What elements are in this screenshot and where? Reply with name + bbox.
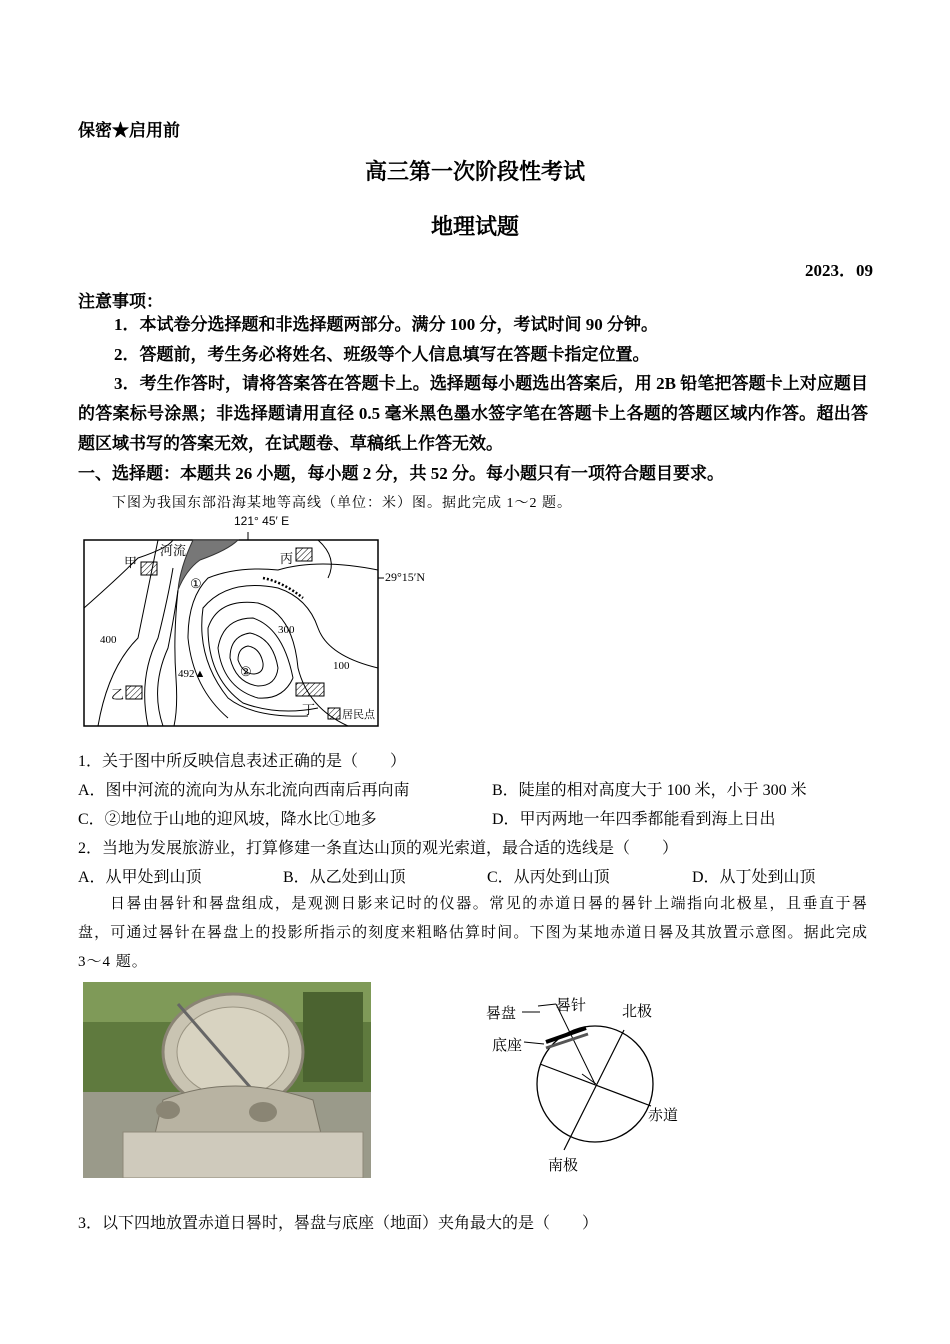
notes-heading: 注意事项： [78, 292, 163, 311]
map-latitude: 29°15′N [385, 570, 426, 584]
notes-item-2: 2．答题前，考生务必将姓名、班级等个人信息填写在答题卡指定位置。 [114, 345, 650, 364]
contour-100: 100 [333, 660, 350, 672]
contour-400: 400 [100, 634, 117, 646]
contour-map-svg [78, 518, 438, 730]
sundial-photo [83, 982, 371, 1178]
q3-stem: 3．以下四地放置赤道日晷时，晷盘与底座（地面）夹角最大的是（ ） [78, 1215, 599, 1232]
diagram-label-equator: 赤道 [648, 1107, 679, 1124]
sundial-photo-svg [83, 982, 371, 1178]
map-label-ding: 丁 [302, 702, 316, 717]
diagram-label-base: 底座 [492, 1037, 523, 1054]
notes-item-1: 1．本试卷分选择题和非选择题两部分。满分 100 分，考试时间 90 分钟。 [114, 315, 658, 334]
notes-item-3: 3．考生作答时，请将答案答在答题卡上。选择题每小题选出答案后，用 2B 铅笔把答题卡上对应题目的答案标号涂黑；非选择题请用直径 0.5 毫米黑色墨水签字笔在答题卡上各题的答题区域内作答。超出答题区域书写的答案无效，在试题卷、草稿纸上作答无效。 [78, 374, 868, 453]
q1-option-d: D．甲丙两地一年四季都能看到海上日出 [492, 811, 776, 828]
q1-option-b: B．陡崖的相对高度大于 100 米，小于 300 米 [492, 782, 807, 799]
contour-300: 300 [278, 624, 295, 636]
map-label-yi: 乙 [111, 687, 125, 702]
confidential-label: 保密★启用前 [78, 121, 180, 140]
map-label-bing: 丙 [280, 551, 294, 566]
q1-option-c: C．②地位于山地的迎风坡，降水比①地多 [78, 811, 377, 828]
exam-subtitle: 地理试题 [430, 214, 519, 239]
q2-option-a: A．从甲处到山顶 [78, 869, 202, 886]
intro-q1-2: 下图为我国东部沿海某地等高线（单位：米）图。据此完成 1～2 题。 [112, 496, 572, 511]
q1-option-a: A．图中河流的流向为从东北流向西南后再向南 [78, 782, 410, 799]
contour-map [78, 514, 438, 730]
exam-title: 高三第一次阶段性考试 [364, 159, 585, 184]
map-longitude: 121° 45′ E [234, 514, 290, 528]
diagram-label-needle: 晷针 [556, 997, 587, 1014]
q2-option-b: B．从乙处到山顶 [283, 869, 406, 886]
exam-date: 2023．09 [805, 261, 873, 280]
q2-stem: 2．当地为发展旅游业，打算修建一条直达山顶的观光索道，最合适的选线是（ ） [78, 840, 679, 857]
map-point-1: ① [190, 576, 202, 591]
q2-option-c: C．从丙处到山顶 [487, 869, 610, 886]
section-heading: 一、选择题：本题共 26 小题，每小题 2 分，共 52 分。每小题只有一项符合题目要求。 [78, 464, 724, 483]
diagram-label-north: 北极 [622, 1003, 653, 1020]
map-legend: 居民点 [342, 709, 375, 721]
map-peak: 492▲ [178, 668, 206, 680]
diagram-label-plate: 晷盘 [486, 1005, 517, 1022]
map-river-label: 河流 [160, 543, 187, 558]
intro-q3-4: 日晷由晷针和晷盘组成，是观测日影来记时的仪器。常见的赤道日晷的晷针上端指向北极星，且垂直于晷盘，可通过晷针在晷盘上的投影所指示的刻度来粗略估算时间。下图为某地赤道日晷及其放置示意图。据此完成 3～4 题。 [78, 896, 868, 970]
sundial-diagram [478, 990, 698, 1176]
map-label-jia: 甲 [124, 555, 138, 570]
diagram-label-south: 南极 [548, 1157, 579, 1174]
map-point-2: ② [240, 664, 252, 679]
q2-option-d: D．从丁处到山顶 [692, 869, 816, 886]
q1-stem: 1．关于图中所反映信息表述正确的是（ ） [78, 753, 407, 770]
